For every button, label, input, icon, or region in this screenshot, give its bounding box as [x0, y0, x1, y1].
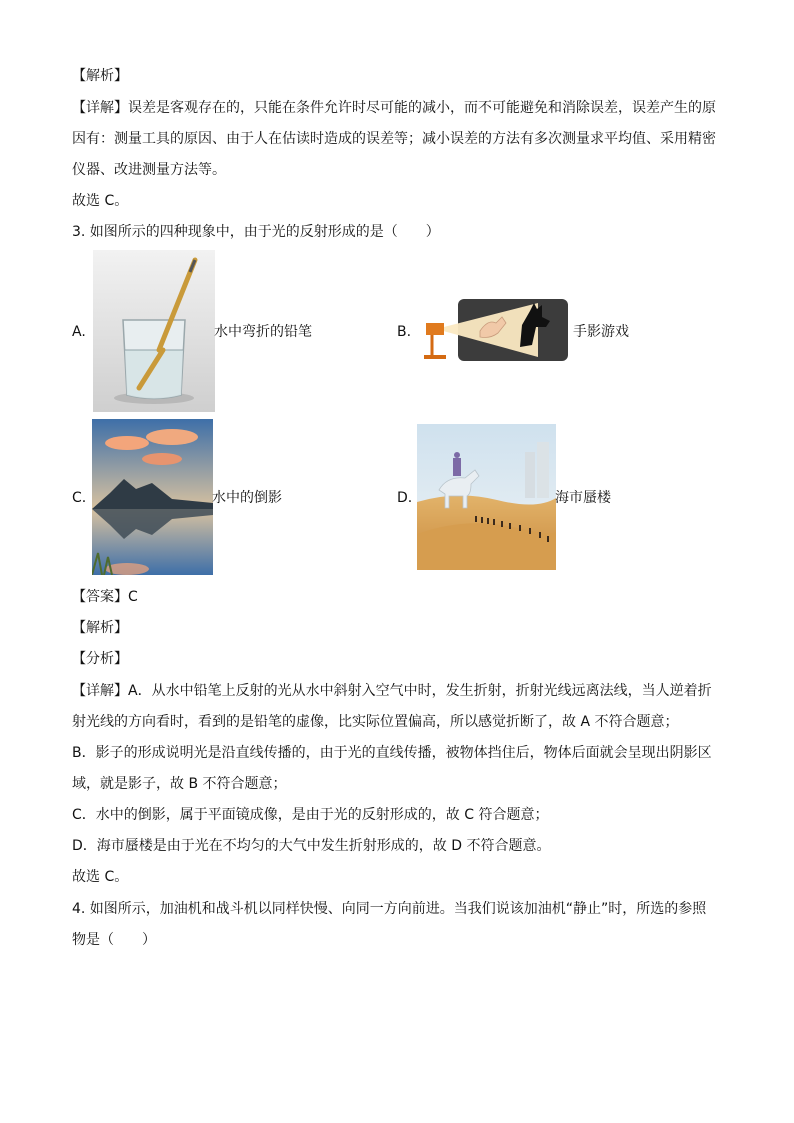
conclusion: 故选 C。	[72, 193, 129, 209]
option-b-caption: 手影游戏	[573, 324, 629, 340]
detail-line: 因有：测量工具的原因、由于人在估读时造成的误差等；减小误差的方法有多次测量求平均值、采用精密	[72, 131, 716, 147]
option-a-caption: 水中弯折的铅笔	[214, 324, 312, 340]
option-c-letter: C.	[72, 490, 87, 506]
pencil-in-water-image	[93, 250, 215, 412]
question-stem-3: 3. 如图所示的四种现象中，由于光的反射形成的是（ ）	[72, 224, 440, 240]
question-stem-4: 4. 如图所示，加油机和战斗机以同样快慢、向同一方向前进。当我们说该加油机“静止”时，所选的参照	[72, 901, 707, 917]
jiexi-label-q2: 【解析】	[72, 68, 128, 84]
option-d-caption: 海市蜃楼	[555, 490, 611, 506]
detail-line: 射光线的方向看时，看到的是铅笔的虚像，比实际位置偏高，所以感觉折断了，故 A 不符合题意；	[72, 714, 679, 730]
conclusion: 故选 C。	[72, 869, 129, 885]
question-stem-4-cont: 物是（ ）	[72, 932, 156, 948]
jiexi-label-q3: 【解析】	[72, 620, 128, 636]
option-c-caption: 水中的倒影	[212, 490, 282, 506]
detail-line: 【详解】A．从水中铅笔上反射的光从水中斜射入空气中时，发生折射，折射光线远离法线，当人逆着折	[72, 683, 712, 699]
detail-line: 【详解】误差是客观存在的，只能在条件允许时尽可能的减小，而不可能避免和消除误差，误差产生的原	[72, 100, 716, 116]
answer-label: 【答案】C	[72, 589, 138, 605]
detail-line: 域，就是影子，故 B 不符合题意；	[72, 776, 287, 792]
fenxi-label: 【分析】	[72, 651, 128, 667]
detail-line: B．影子的形成说明光是沿直线传播的，由于光的直线传播，被物体挡住后，物体后面就会呈现出阴影区	[72, 745, 712, 761]
option-d-letter: D.	[397, 490, 413, 506]
option-b-letter: B.	[397, 324, 412, 340]
detail-line: C．水中的倒影，属于平面镜成像，是由于光的反射形成的，故 C 符合题意；	[72, 807, 549, 823]
detail-line: 仪器、改进测量方法等。	[72, 162, 226, 178]
mirage-image	[417, 424, 556, 570]
option-a-letter: A.	[72, 324, 86, 340]
detail-line: D．海市蜃楼是由于光在不均匀的大气中发生折射形成的，故 D 不符合题意。	[72, 838, 551, 854]
water-reflection-image	[92, 419, 213, 575]
hand-shadow-image	[418, 297, 570, 365]
